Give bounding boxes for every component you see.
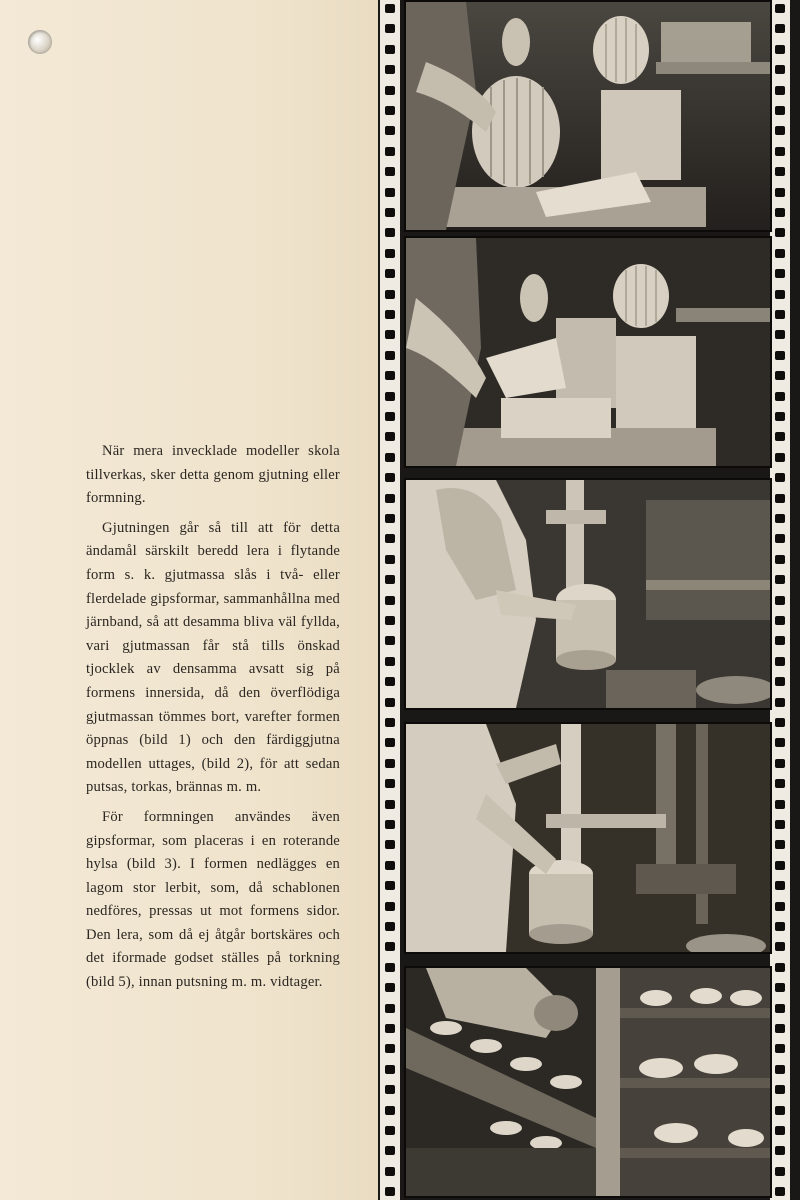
sprocket-hole — [775, 616, 785, 625]
sprocket-hole — [775, 147, 785, 156]
page-left — [0, 0, 380, 1200]
sprocket-hole — [385, 514, 395, 523]
sprocket-hole — [775, 1187, 785, 1196]
sprocket-hole — [385, 800, 395, 809]
sprocket-hole — [775, 942, 785, 951]
sprocket-hole — [385, 330, 395, 339]
sprocket-hole — [775, 126, 785, 135]
sprocket-hole — [775, 983, 785, 992]
sprocket-hole — [385, 942, 395, 951]
sprocket-hole — [385, 575, 395, 584]
sprocket-hole — [385, 4, 395, 13]
sprocket-hole — [385, 596, 395, 605]
sprocket-hole — [385, 188, 395, 197]
body-text — [86, 440, 340, 1001]
sprocket-hole — [385, 963, 395, 972]
sprocket-hole — [775, 596, 785, 605]
sprocket-hole — [385, 1167, 395, 1176]
sprocket-hole — [385, 1065, 395, 1074]
photo-1-image — [406, 2, 770, 230]
paragraph-3: För formningen användes även gipsformar, som placeras i en roterande hylsa (bild 3). I formen nedlägges en lagom stor lerbit, som, då schablonen nedföres, pressas ut mot formens sidor. Den lera, som då ej åtgår bortskäres och det iformade godset ställes på torkning (bild 5), innan putsning m. m. vidtager. — [86, 808, 340, 991]
sprocket-hole — [385, 861, 395, 870]
sprocket-hole — [775, 167, 785, 176]
sprocket-hole — [385, 718, 395, 727]
sprocket-hole — [385, 616, 395, 625]
sprocket-hole — [775, 351, 785, 360]
photo-2-image — [406, 238, 770, 466]
sprocket-hole — [775, 228, 785, 237]
sprocket-hole — [385, 820, 395, 829]
paragraph-1: När mera invecklade modeller skola tillverkas, sker detta genom gjutning eller formning. — [86, 443, 340, 507]
sprocket-hole — [775, 412, 785, 421]
sprocket-hole — [775, 555, 785, 564]
sprocket-hole — [775, 45, 785, 54]
sprocket-hole — [775, 698, 785, 707]
sprocket-hole — [775, 249, 785, 258]
sprocket-hole — [385, 983, 395, 992]
sprocket-hole — [385, 494, 395, 503]
sprocket-hole — [775, 759, 785, 768]
sprocket-hole — [385, 290, 395, 299]
sprocket-hole — [775, 1024, 785, 1033]
sprocket-hole — [775, 677, 785, 686]
sprocket-hole — [775, 922, 785, 931]
sprocket-hole — [385, 392, 395, 401]
sprocket-hole — [385, 922, 395, 931]
photo-frame-4 — [404, 722, 772, 954]
sprocket-hole — [775, 65, 785, 74]
sprocket-hole — [385, 249, 395, 258]
film-edge-right — [770, 0, 790, 1200]
sprocket-hole — [775, 494, 785, 503]
sprocket-hole — [385, 1004, 395, 1013]
sprocket-hole — [385, 310, 395, 319]
sprocket-hole — [385, 534, 395, 543]
sprocket-hole — [385, 106, 395, 115]
sprocket-hole — [385, 1146, 395, 1155]
sprocket-hole — [775, 1004, 785, 1013]
sprocket-hole — [775, 86, 785, 95]
sprocket-hole — [385, 1106, 395, 1115]
filmstrip — [378, 0, 800, 1200]
punch-hole — [28, 30, 52, 54]
photo-4-image — [406, 724, 770, 952]
sprocket-hole — [775, 840, 785, 849]
sprocket-hole — [775, 432, 785, 441]
sprocket-hole — [385, 269, 395, 278]
sprocket-hole — [775, 1044, 785, 1053]
sprocket-hole — [775, 514, 785, 523]
photo-frame-2 — [404, 236, 772, 468]
photo-5-image — [406, 968, 770, 1196]
sprocket-hole — [775, 269, 785, 278]
sprocket-hole — [385, 412, 395, 421]
sprocket-hole — [775, 636, 785, 645]
sprocket-hole — [385, 371, 395, 380]
sprocket-hole — [775, 881, 785, 890]
sprocket-hole — [775, 657, 785, 666]
sprocket-hole — [775, 1065, 785, 1074]
sprocket-hole — [775, 290, 785, 299]
sprocket-hole — [775, 1167, 785, 1176]
sprocket-hole — [385, 208, 395, 217]
sprocket-hole — [385, 65, 395, 74]
sprocket-hole — [775, 371, 785, 380]
sprocket-hole — [775, 534, 785, 543]
sprocket-hole — [775, 738, 785, 747]
sprocket-hole — [775, 820, 785, 829]
sprocket-hole — [385, 1024, 395, 1033]
sprocket-hole — [385, 432, 395, 441]
sprocket-hole — [385, 636, 395, 645]
sprocket-hole — [775, 902, 785, 911]
sprocket-hole — [385, 228, 395, 237]
paragraph-2: Gjutningen går så till att för detta ändamål särskilt beredd lera i flytande form s. k. gjutmassa slås i två- eller flerdelade gipsformar, sammanhållna med järnband, så att desamma bliva väl fyllda, vari gjutmassan får stå tills önskad tjocklek av densamma avsatt sig på formens innersida, då den överflödiga gjutmassan tömmes bort, varefter formen öppnas (bild 1) och den färdiggjutna modellen uttages, (bild 2), för att sedan putsas, torkas, brännas m. m. — [86, 519, 340, 796]
sprocket-hole — [775, 1146, 785, 1155]
sprocket-hole — [775, 1085, 785, 1094]
sprocket-hole — [385, 1187, 395, 1196]
photo-frame-3 — [404, 478, 772, 710]
sprocket-hole — [775, 330, 785, 339]
photo-3-image — [406, 480, 770, 708]
sprocket-hole — [775, 861, 785, 870]
sprocket-hole — [385, 677, 395, 686]
sprocket-hole — [775, 963, 785, 972]
sprocket-hole — [385, 453, 395, 462]
sprocket-hole — [775, 453, 785, 462]
sprocket-hole — [775, 473, 785, 482]
sprocket-hole — [385, 126, 395, 135]
sprocket-hole — [385, 45, 395, 54]
sprocket-hole — [775, 310, 785, 319]
sprocket-hole — [775, 188, 785, 197]
sprocket-hole — [385, 351, 395, 360]
sprocket-hole — [385, 473, 395, 482]
sprocket-hole — [775, 779, 785, 788]
sprocket-hole — [385, 555, 395, 564]
sprocket-hole — [385, 1085, 395, 1094]
sprocket-hole — [775, 1106, 785, 1115]
sprocket-hole — [385, 86, 395, 95]
sprocket-hole — [385, 881, 395, 890]
sprocket-hole — [775, 4, 785, 13]
sprocket-hole — [775, 24, 785, 33]
film-edge-left — [380, 0, 400, 1200]
sprocket-hole — [385, 657, 395, 666]
sprocket-hole — [385, 167, 395, 176]
photo-frame-5 — [404, 966, 772, 1198]
sprocket-hole — [775, 1126, 785, 1135]
sprocket-hole — [775, 208, 785, 217]
sprocket-hole — [385, 759, 395, 768]
sprocket-hole — [775, 800, 785, 809]
sprocket-hole — [385, 24, 395, 33]
sprocket-hole — [775, 392, 785, 401]
sprocket-hole — [775, 718, 785, 727]
sprocket-hole — [385, 1126, 395, 1135]
sprocket-hole — [385, 698, 395, 707]
sprocket-hole — [775, 106, 785, 115]
sprocket-hole — [775, 575, 785, 584]
photo-frame-1 — [404, 0, 772, 232]
sprocket-hole — [385, 147, 395, 156]
sprocket-hole — [385, 902, 395, 911]
sprocket-hole — [385, 1044, 395, 1053]
sprocket-hole — [385, 738, 395, 747]
sprocket-hole — [385, 840, 395, 849]
sprocket-hole — [385, 779, 395, 788]
